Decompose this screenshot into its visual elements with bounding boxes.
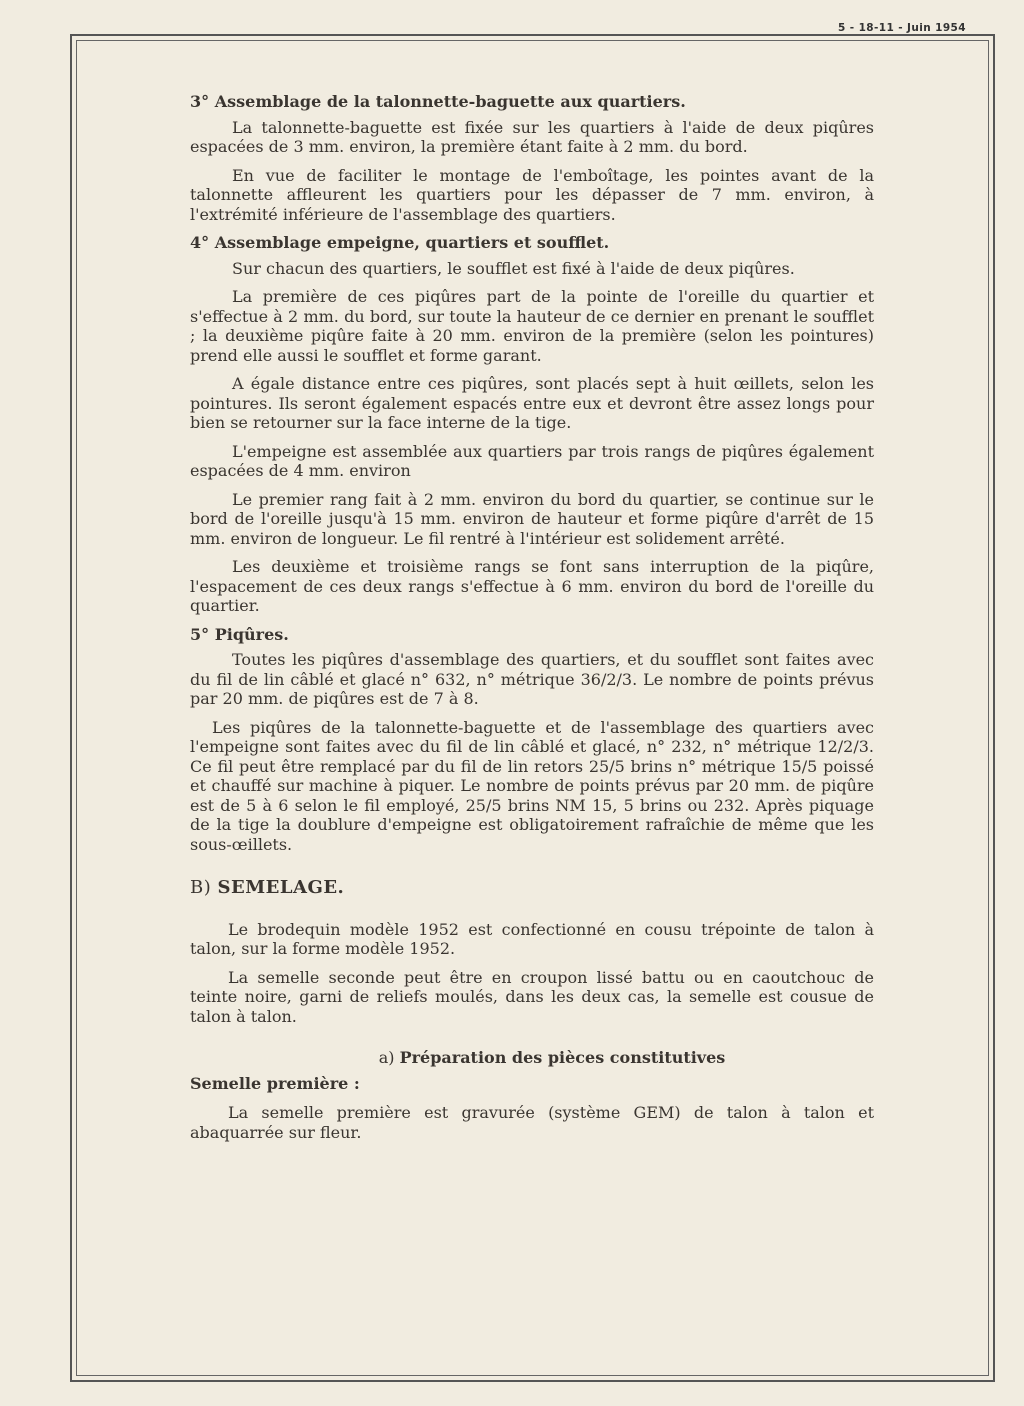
section-4-title: 4° Assemblage empeigne, quartiers et soufflet.: [190, 233, 610, 252]
paragraph: Les piqûres de la talonnette-baguette et de l'assemblage des quartiers avec l'empeigne sont faites avec du fil de lin câblé et glacé, n° 232, n° métrique 12/2/3. Ce fil peut être remplacé par du fil de lin retors 25/5 brins n° métrique 15/5 poissé et chauffé sur machine à piquer. Le nombre de points prévus par 20 mm. de piqûre est de 5 à 6 selon le fil employé, 25/5 brins NM 15, 5 brins ou 232. Après piquage de la tige la doublure d'empeigne est obligatoirement rafraîchie de même que les sous-œillets.: [190, 717, 874, 854]
subsection-a-label: a): [378, 1048, 400, 1067]
subsection-a-title: Préparation des pièces constitutives: [399, 1048, 726, 1067]
semelle-premiere-title: Semelle première :: [190, 1073, 360, 1093]
paragraph: La semelle seconde peut être en croupon lissé battu ou en caoutchouc de teinte noire, garni de reliefs moulés, dans les deux cas, la semelle est cousue de talon à talon.: [190, 967, 874, 1026]
paragraph: La semelle première est gravurée (système GEM) de talon à talon et abaquarrée sur fleur.: [190, 1103, 874, 1142]
section-3-title: 3° Assemblage de la talonnette-baguette aux quartiers.: [190, 92, 686, 111]
section-5-title: 5° Piqûres.: [190, 624, 289, 644]
paragraph: L'empeigne est assemblée aux quartiers par trois rangs de piqûres également espacées de 4 mm. environ: [190, 441, 874, 480]
document-body: [190, 92, 874, 1151]
paragraph: Toutes les piqûres d'assemblage des quartiers, et du soufflet sont faites avec du fil de lin câblé et glacé n° 632, n° métrique 36/2/3. Le nombre de points prévus par 20 mm. de piqûres est de 7 à 8.: [190, 650, 874, 708]
section-b-label: B): [190, 877, 218, 898]
paragraph: La talonnette-baguette est fixée sur les quartiers à l'aide de deux piqûres espacées de 3 mm. environ, la première étant faite à 2 mm. du bord.: [190, 117, 874, 156]
paragraph: Le premier rang fait à 2 mm. environ du bord du quartier, se continue sur le bord de l'oreille jusqu'à 15 mm. environ de hauteur et forme piqûre d'arrêt de 15 mm. environ de longueur. Le fil rentré à l'intérieur est solidement arrêté.: [190, 489, 874, 548]
document-reference: 5 - 18-11 - Juin 1954: [838, 22, 966, 34]
paragraph: Le brodequin modèle 1952 est confectionné en cousu trépointe de talon à talon, sur la forme modèle 1952.: [190, 919, 874, 958]
paragraph: Les deuxième et troisième rangs se font sans interruption de la piqûre, l'espacement de ces deux rangs s'effectue à 6 mm. environ du bord de l'oreille du quartier.: [190, 557, 874, 615]
paragraph: A égale distance entre ces piqûres, sont placés sept à huit œillets, selon les pointures. Ils seront également espacés entre eux et devront être assez longs pour bien se retourner sur la face interne de la tige.: [190, 374, 874, 432]
paragraph: En vue de faciliter le montage de l'emboîtage, les pointes avant de la talonnette affleurent les quartiers pour les dépasser de 7 mm. environ, à l'extrémité inférieure de l'assemblage des quartiers.: [190, 165, 874, 224]
paragraph: La première de ces piqûres part de la pointe de l'oreille du quartier et s'effectue à 2 mm. du bord, sur toute la hauteur de ce dernier en prenant le soufflet ; la deuxième piqûre faite à 20 mm. environ de la première (selon les pointures) prend elle aussi le soufflet et forme garant.: [190, 287, 874, 365]
section-b-title: SEMELAGE.: [217, 877, 345, 898]
subsection-a-heading: [190, 1048, 874, 1068]
section-b-heading: [190, 878, 874, 898]
paragraph: Sur chacun des quartiers, le soufflet est fixé à l'aide de deux piqûres.: [232, 258, 795, 278]
